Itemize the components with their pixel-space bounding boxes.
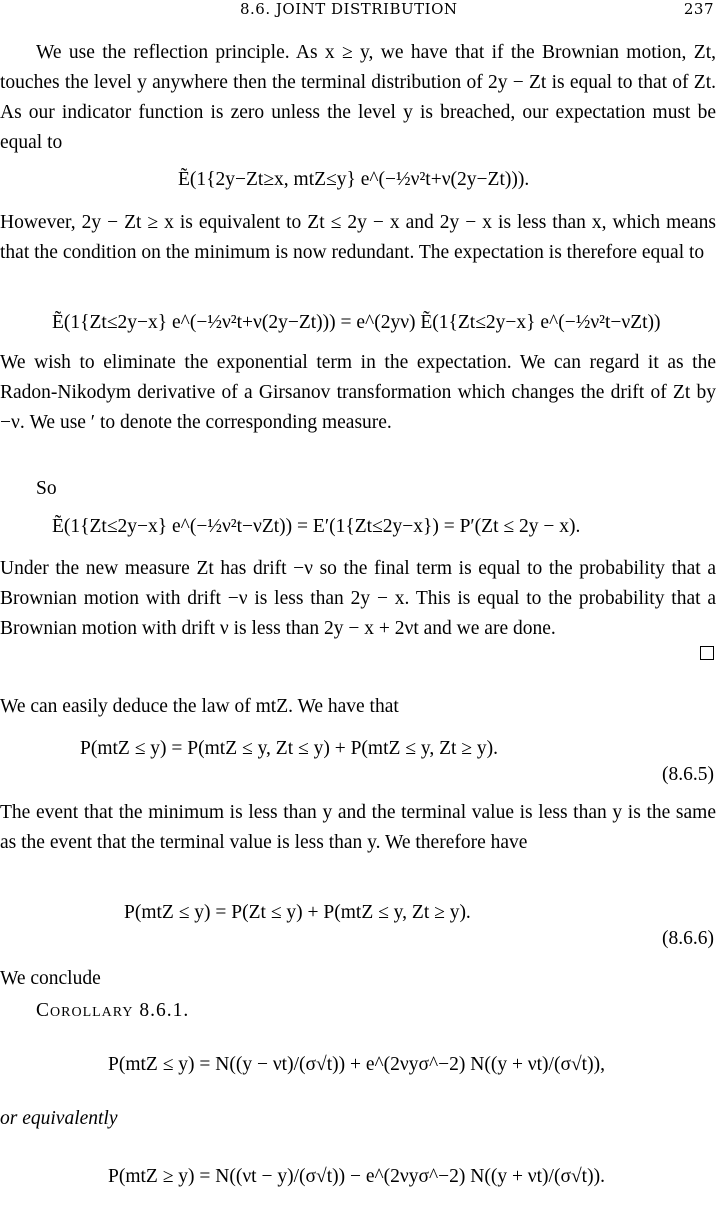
equation-corollary-2: P(mtZ ≥ y) = N((νt − y)/(σ√t)) − e^(2νyσ^−2) N((y + νt)/(σ√t)).	[108, 1166, 605, 1187]
equation-expectation-2: Ẽ(1{Zt≤2y−x} e^(−½ν²t+ν(2y−Zt))) = e^(2yν) Ẽ(1{Zt≤2y−x} e^(−½ν²t−νZt))	[52, 312, 661, 333]
paragraph-drift: Under the new measure Zt has drift −ν so the final term is equal to the probability that a Brownian motion with drift −ν is less than 2y − x. This is equal to the probability that a Brownian motion with drift ν is less than 2y − x + 2νt and we are done.	[0, 558, 716, 639]
paragraph-girsanov: We wish to eliminate the exponential term in the expectation. We can regard it as the Radon-Nikodym derivative of a Girsanov transformation which changes the drift of Zt by −ν. We use ′ to denote the corresponding measure.	[0, 352, 716, 433]
qed-box-icon	[700, 646, 714, 660]
paragraph-conclude: We conclude	[0, 968, 101, 989]
paragraph-equivalence: However, 2y − Zt ≥ x is equivalent to Zt ≤ 2y − x and 2y − x is less than x, which means that the condition on the minimum is now redundant. The expectation is therefore equal to	[0, 212, 716, 263]
equation-change-of-measure: Ẽ(1{Zt≤2y−x} e^(−½ν²t−νZt)) = E′(1{Zt≤2y−x}) = P′(Zt ≤ 2y − x).	[52, 516, 581, 537]
paragraph-so: So	[36, 478, 57, 499]
corollary-label: Corollary 8.6.1.	[36, 1000, 190, 1021]
or-equivalently-text	[0, 1104, 118, 1134]
equation-8-6-5: P(mtZ ≤ y) = P(mtZ ≤ y, Zt ≤ y) + P(mtZ ≤ y, Zt ≥ y).	[80, 738, 498, 759]
paragraph-reflection: We use the reflection principle. As x ≥ y, we have that if the Brownian motion, Zt, touches the level y anywhere then the terminal distribution of 2y − Zt is equal to that of Zt. As our indicator function is zero unless the level y is breached, our expectation must be equal to	[0, 42, 716, 153]
equation-number-8-6-5: (8.6.5)	[662, 764, 714, 785]
or-equivalently-label: or equivalently	[0, 1108, 118, 1129]
section-title: 8.6. JOINT DISTRIBUTION	[240, 0, 458, 18]
equation-expectation-1: Ẽ(1{2y−Zt≥x, mtZ≤y} e^(−½ν²t+ν(2y−Zt))).	[178, 169, 530, 190]
equation-number-8-6-6: (8.6.6)	[662, 928, 714, 949]
running-header	[0, 0, 716, 20]
equation-8-6-6: P(mtZ ≤ y) = P(Zt ≤ y) + P(mtZ ≤ y, Zt ≥ y).	[124, 902, 471, 923]
paragraph-event: The event that the minimum is less than y and the terminal value is less than y is the same as the event that the terminal value is less than y. We therefore have	[0, 802, 716, 853]
page-number: 237	[683, 0, 714, 18]
paragraph-law: We can easily deduce the law of mtZ. We have that	[0, 696, 399, 717]
equation-corollary-1: P(mtZ ≤ y) = N((y − νt)/(σ√t)) + e^(2νyσ^−2) N((y + νt)/(σ√t)),	[108, 1054, 605, 1075]
